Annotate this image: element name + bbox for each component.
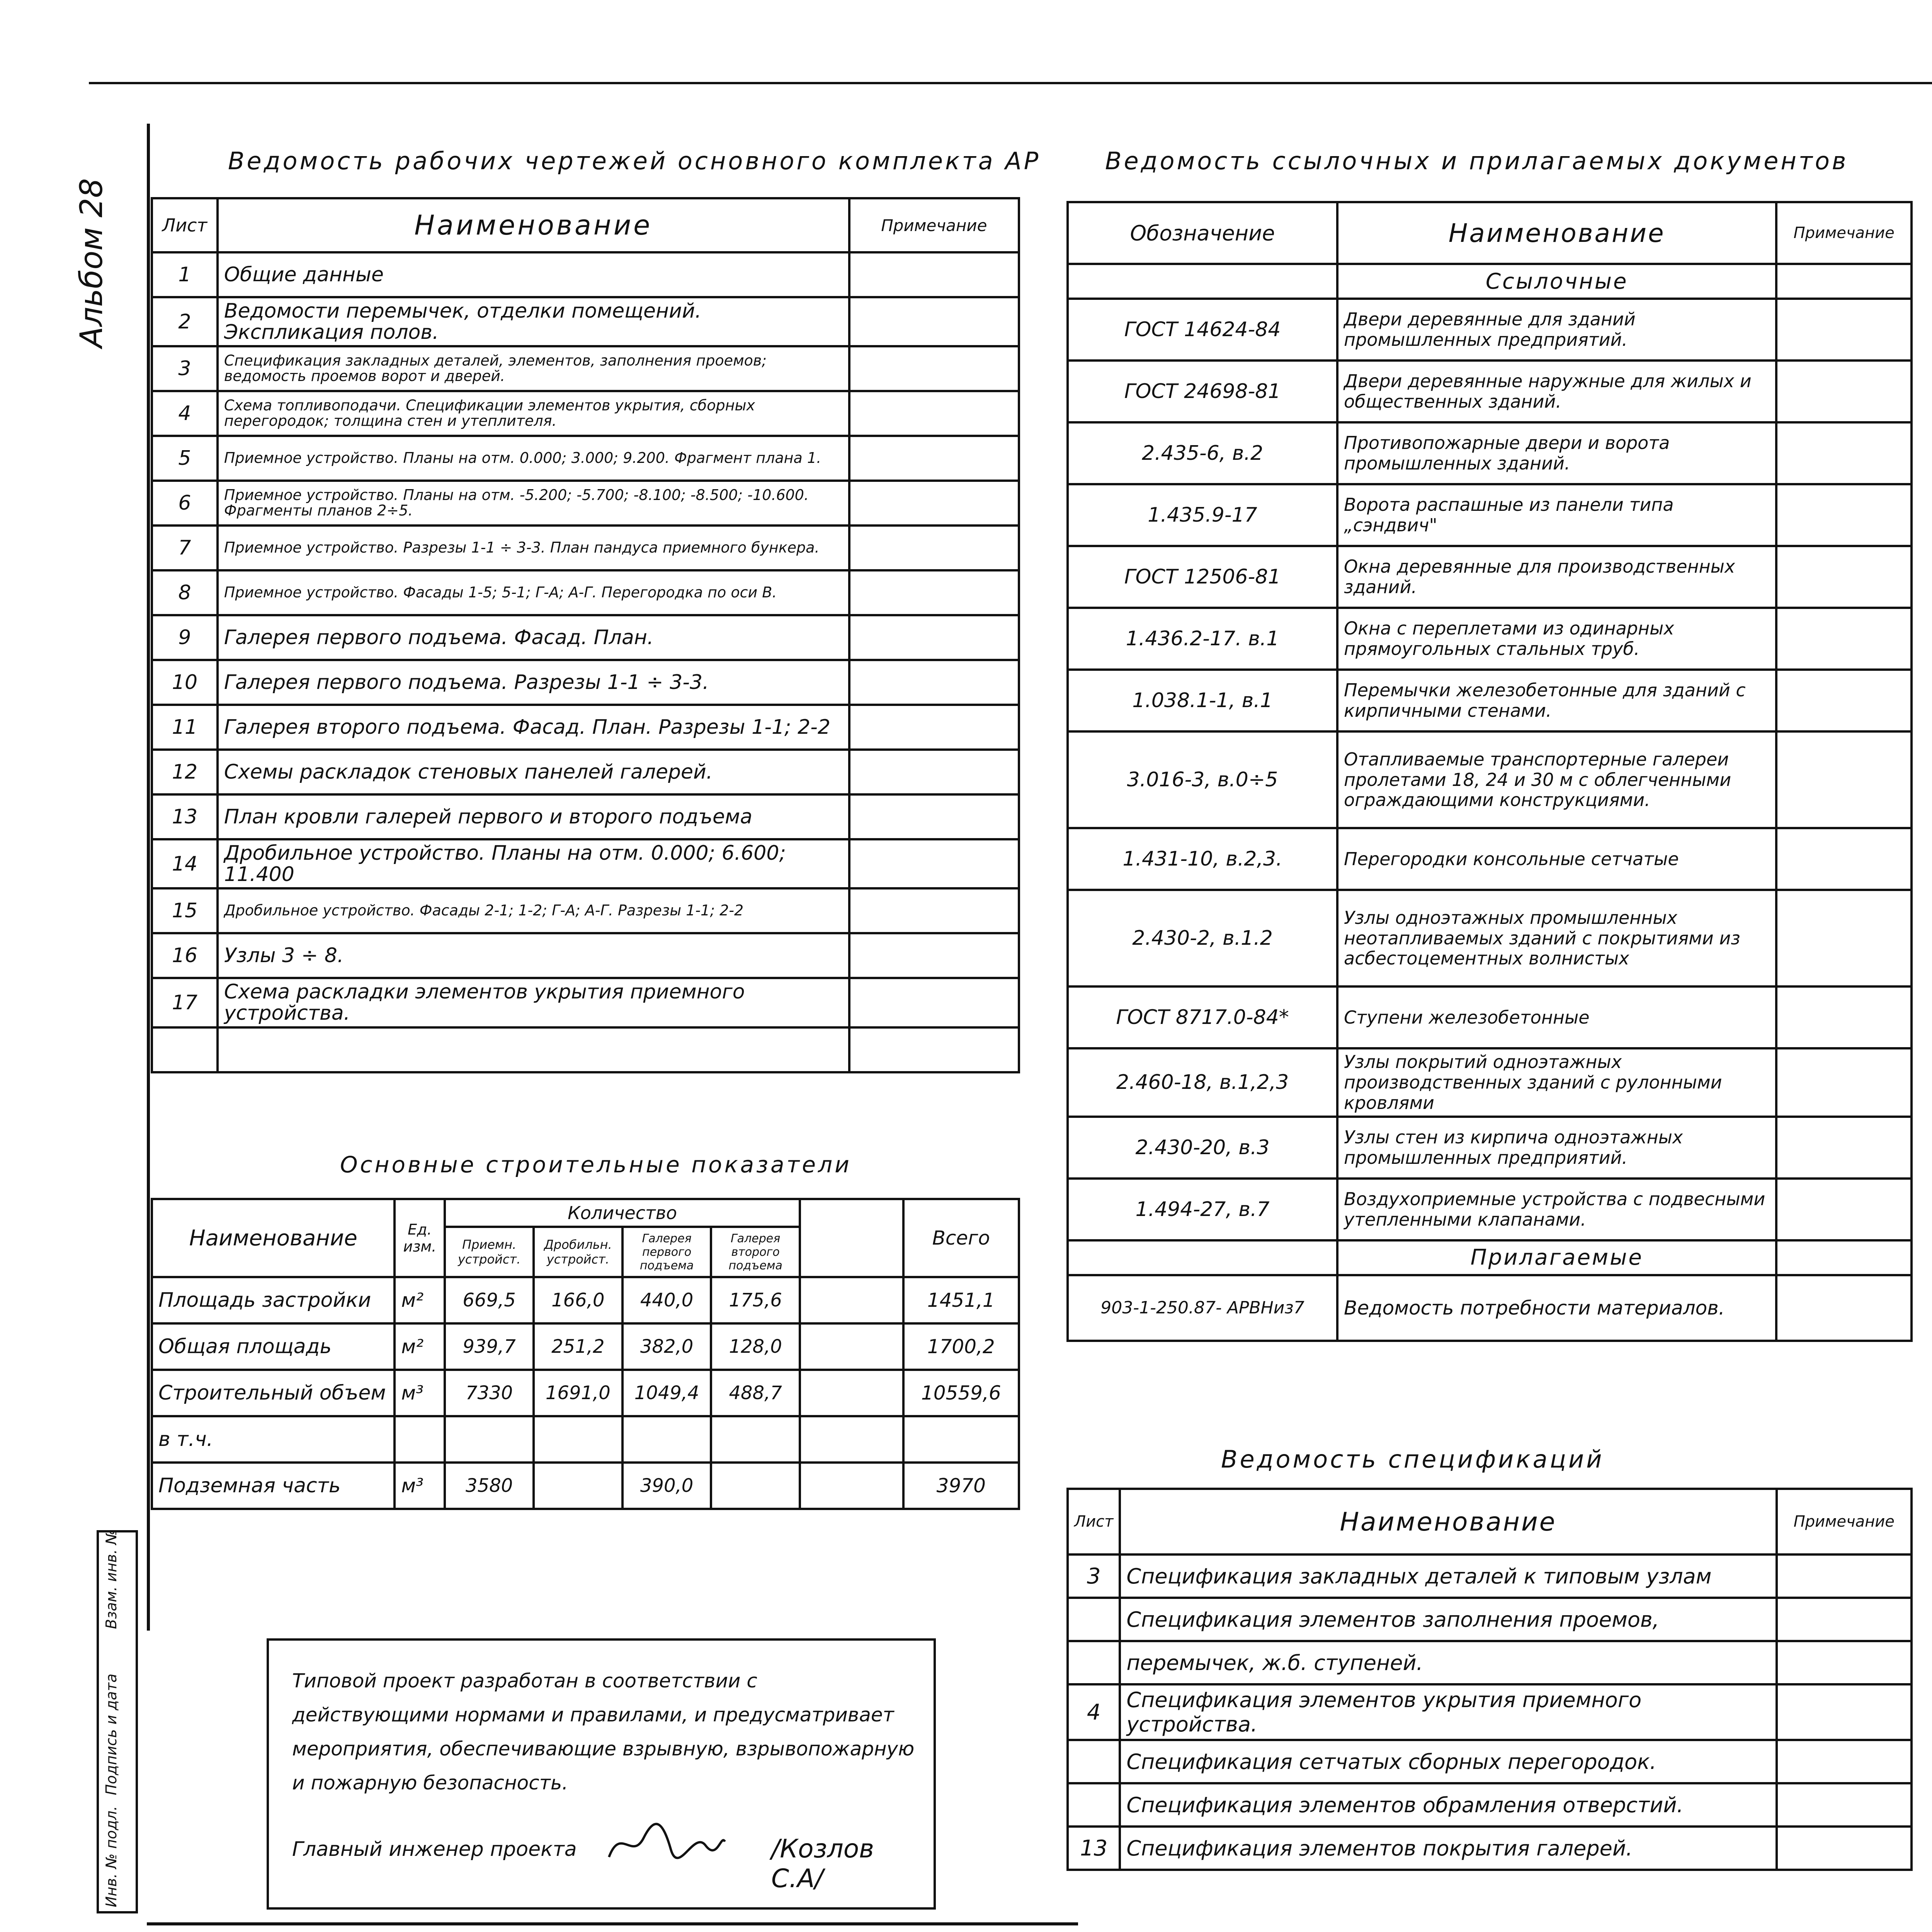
ref-name: Ворота распашные из панели типа „сэндвич": [1337, 484, 1776, 546]
row-name: Схема топливоподачи. Спецификации элементов укрытия, сборных перегородок; толщина стен и утеплителя.: [218, 391, 849, 436]
ref-note: [1776, 484, 1912, 546]
table-row: [152, 297, 1019, 346]
table-row: [1068, 890, 1912, 986]
table-row: [152, 705, 1019, 750]
ind-spacer: [800, 1463, 903, 1509]
row-name: Спецификация закладных деталей, элементов, заполнения проемов; ведомость проемов ворот и дверей.: [218, 346, 849, 391]
frame-bottom: [147, 1922, 1078, 1925]
ref-code: 2.435-6, в.2: [1068, 422, 1337, 484]
spec-name: Спецификация сетчатых сборных перегородок.: [1120, 1740, 1776, 1783]
album-label: Альбом 28: [73, 178, 109, 348]
table-row: [152, 481, 1019, 526]
ind-c4: 488,7: [711, 1370, 799, 1416]
row-name: Схема раскладки элементов укрытия приемного устройства.: [218, 978, 849, 1027]
spec-note: [1777, 1740, 1912, 1783]
table-row: [152, 346, 1019, 391]
row-sheet: 7: [152, 526, 218, 570]
table-row: [1068, 1275, 1912, 1341]
sec-empty: [1068, 1240, 1337, 1275]
table-row: [152, 1277, 1019, 1323]
ref-code: 2.430-2, в.1.2: [1068, 890, 1337, 986]
ind-name: в т.ч.: [152, 1416, 395, 1463]
ind-col-unit: Ед. изм.: [395, 1199, 445, 1277]
spec-note: [1777, 1783, 1912, 1827]
table-row: [152, 615, 1019, 660]
ind-total: 3970: [903, 1463, 1019, 1509]
table-row: [152, 750, 1019, 794]
ind-col-name: Наименование: [152, 1199, 395, 1277]
ref-code: 1.494-27, в.7: [1068, 1179, 1337, 1240]
table-row: [152, 391, 1019, 436]
table-row: [152, 888, 1019, 933]
spec-col-note: Примечание: [1777, 1489, 1912, 1554]
row-name: Приемное устройство. Планы на отм. 0.000; 3.000; 9.200. Фрагмент плана 1.: [218, 436, 849, 481]
ref-docs-title: Ведомость ссылочных и прилагаемых документов: [1105, 147, 1849, 175]
ind-col-spacer: [800, 1199, 903, 1277]
spec-sheet: 13: [1068, 1827, 1120, 1870]
ref-note: [1776, 828, 1912, 890]
row-note: [849, 436, 1019, 481]
ref-code: ГОСТ 14624-84: [1068, 299, 1337, 361]
ref-note: [1776, 1117, 1912, 1179]
spec-name: перемычек, ж.б. ступеней.: [1120, 1641, 1776, 1684]
ind-name: Площадь застройки: [152, 1277, 395, 1323]
ind-c2: 251,2: [534, 1323, 622, 1370]
table-row: [1068, 361, 1912, 422]
ref-code: 2.460-18, в.1,2,3: [1068, 1048, 1337, 1117]
work-col-note: Примечание: [849, 198, 1019, 252]
table-row: [1068, 986, 1912, 1048]
row-sheet: 2: [152, 297, 218, 346]
spec-name: Спецификация элементов укрытия приемного устройства.: [1120, 1684, 1776, 1740]
ref-note: [1776, 422, 1912, 484]
ind-c3: 390,0: [622, 1463, 711, 1509]
spec-note: [1777, 1684, 1912, 1740]
spec-sheet: [1068, 1740, 1120, 1783]
ind-unit: м²: [395, 1277, 445, 1323]
spec-col-sheet: Лист: [1068, 1489, 1120, 1554]
ind-name: Подземная часть: [152, 1463, 395, 1509]
ref-note: [1776, 361, 1912, 422]
table-row: [1068, 546, 1912, 608]
ref-code: 1.431-10, в.2,3.: [1068, 828, 1337, 890]
table-row: [1068, 608, 1912, 670]
table-row: [152, 933, 1019, 978]
row-sheet: 17: [152, 978, 218, 1027]
section-row-att: [1068, 1240, 1912, 1275]
row-sheet: 9: [152, 615, 218, 660]
ind-unit: [395, 1416, 445, 1463]
ind-c4: 175,6: [711, 1277, 799, 1323]
ref-name: Узлы покрытий одноэтажных производственных зданий с рулонными кровлями: [1337, 1048, 1776, 1117]
engineer-label: Главный инженер проекта: [292, 1838, 577, 1861]
spec-sheet: 4: [1068, 1684, 1120, 1740]
row-name: Дробильное устройство. Планы на отм. 0.000; 6.600; 11.400: [218, 839, 849, 888]
spec-name: Спецификация элементов покрытия галерей.: [1120, 1827, 1776, 1870]
ref-note: [1776, 1179, 1912, 1240]
spec-name: Спецификация элементов заполнения проемов,: [1120, 1598, 1776, 1641]
row-sheet: 13: [152, 794, 218, 839]
table-row: [1068, 1554, 1912, 1598]
row-sheet: 4: [152, 391, 218, 436]
ind-col-c3: Галерея первого подъема: [622, 1227, 711, 1277]
ind-spacer: [800, 1416, 903, 1463]
table-row: [152, 978, 1019, 1027]
table-row: [1068, 299, 1912, 361]
ind-c4: 128,0: [711, 1323, 799, 1370]
ref-note: [1776, 1048, 1912, 1117]
ind-c3: 382,0: [622, 1323, 711, 1370]
ind-col-total: Всего: [903, 1199, 1019, 1277]
row-note: [849, 794, 1019, 839]
table-row: [1068, 1117, 1912, 1179]
ind-spacer: [800, 1277, 903, 1323]
ref-note: [1776, 731, 1912, 828]
row-sheet: [152, 1027, 218, 1072]
table-row: [1068, 1684, 1912, 1740]
ref-code: 2.430-20, в.3: [1068, 1117, 1337, 1179]
ind-unit: м³: [395, 1370, 445, 1416]
row-sheet: 1: [152, 252, 218, 297]
spec-note: [1777, 1827, 1912, 1870]
sec-empty: [1068, 264, 1337, 299]
ref-note: [1776, 986, 1912, 1048]
engineer-text: Типовой проект разработан в соответствии с действующими нормами и правилами, и предусматривает мероприятия, обеспечивающие взрывную, взрывопожарную и пожарную безопасность.: [292, 1670, 915, 1794]
section-label: Ссылочные: [1337, 264, 1776, 299]
ind-c3: [622, 1416, 711, 1463]
ind-c4: [711, 1463, 799, 1509]
table-row: [152, 1027, 1019, 1072]
row-name: Приемное устройство. Разрезы 1-1 ÷ 3-3. План пандуса приемного бункера.: [218, 526, 849, 570]
table-row: [152, 252, 1019, 297]
table-row: [152, 526, 1019, 570]
spec-table: [1066, 1488, 1913, 1871]
row-note: [849, 978, 1019, 1027]
spec-sheet: [1068, 1598, 1120, 1641]
table-row: [1068, 422, 1912, 484]
table-row: [152, 660, 1019, 705]
spec-name: Спецификация закладных деталей к типовым узлам: [1120, 1554, 1776, 1598]
spec-sheet: 3: [1068, 1554, 1120, 1598]
row-sheet: 11: [152, 705, 218, 750]
work-drawings-title: Ведомость рабочих чертежей основного комплекта АР: [228, 147, 1041, 175]
table-row: [1068, 1783, 1912, 1827]
side-stamp-sign: Подпись и дата: [103, 1673, 120, 1795]
ind-c3: 440,0: [622, 1277, 711, 1323]
row-note: [849, 570, 1019, 615]
engineer-name: /Козлов С.А/: [771, 1834, 874, 1893]
spec-col-name: Наименование: [1120, 1489, 1776, 1554]
row-note: [849, 252, 1019, 297]
engineer-box: [267, 1638, 936, 1910]
table-row: [152, 436, 1019, 481]
ref-code: 1.435.9-17: [1068, 484, 1337, 546]
ind-unit: м³: [395, 1463, 445, 1509]
spec-note: [1777, 1641, 1912, 1684]
ind-spacer: [800, 1370, 903, 1416]
work-col-name: Наименование: [218, 198, 849, 252]
side-stamp: [97, 1530, 138, 1913]
ref-note: [1776, 890, 1912, 986]
row-name: Приемное устройство. Планы на отм. -5.200; -5.700; -8.100; -8.500; -10.600. Фрагменты планов 2÷5.: [218, 481, 849, 526]
ind-c2: 166,0: [534, 1277, 622, 1323]
work-col-sheet: Лист: [152, 198, 218, 252]
ind-total: 10559,6: [903, 1370, 1019, 1416]
row-sheet: 10: [152, 660, 218, 705]
side-stamp-inv: Инв. № подл.: [103, 1806, 120, 1907]
row-sheet: 5: [152, 436, 218, 481]
row-sheet: 6: [152, 481, 218, 526]
table-row: [1068, 484, 1912, 546]
spec-note: [1777, 1554, 1912, 1598]
spec-sheet: [1068, 1783, 1120, 1827]
ref-name: Ведомость потребности материалов.: [1337, 1275, 1776, 1341]
table-row: [1068, 1740, 1912, 1783]
top-rule: [89, 82, 1932, 84]
row-name: Узлы 3 ÷ 8.: [218, 933, 849, 978]
row-sheet: 12: [152, 750, 218, 794]
engineer-signature: [605, 1818, 729, 1869]
row-name: Схемы раскладок стеновых панелей галерей.: [218, 750, 849, 794]
row-sheet: 8: [152, 570, 218, 615]
ref-name: Противопожарные двери и ворота промышленных зданий.: [1337, 422, 1776, 484]
ref-name: Окна деревянные для производственных зданий.: [1337, 546, 1776, 608]
table-row: [152, 794, 1019, 839]
frame-left: [147, 124, 150, 1631]
table-row: [152, 570, 1019, 615]
row-name: Приемное устройство. Фасады 1-5; 5-1; Г-А; А-Г. Перегородка по оси В.: [218, 570, 849, 615]
row-note: [849, 888, 1019, 933]
ind-c4: [711, 1416, 799, 1463]
row-note: [849, 750, 1019, 794]
ind-unit: м²: [395, 1323, 445, 1370]
spec-name: Спецификация элементов обрамления отверстий.: [1120, 1783, 1776, 1827]
ind-col-qty: Количество: [445, 1199, 800, 1227]
table-row: [152, 1323, 1019, 1370]
row-note: [849, 391, 1019, 436]
ref-name: Узлы одноэтажных промышленных неотапливаемых зданий с покрытиями из асбестоцементных волнистых: [1337, 890, 1776, 986]
ref-name: Окна с переплетами из одинарных прямоугольных стальных труб.: [1337, 608, 1776, 670]
ind-c1: 7330: [445, 1370, 534, 1416]
ref-docs-table: [1066, 201, 1913, 1342]
section-row-ref: [1068, 264, 1912, 299]
row-name: План кровли галерей первого и второго подъема: [218, 794, 849, 839]
ref-name: Двери деревянные для зданий промышленных предприятий.: [1337, 299, 1776, 361]
ind-col-c2: Дробильн. устройст.: [534, 1227, 622, 1277]
ref-col-name: Наименование: [1337, 202, 1776, 264]
table-row: [1068, 670, 1912, 731]
row-sheet: 14: [152, 839, 218, 888]
row-note: [849, 660, 1019, 705]
row-name: Галерея первого подъема. Разрезы 1-1 ÷ 3-3.: [218, 660, 849, 705]
ref-name: Воздухоприемные устройства с подвесными утепленными клапанами.: [1337, 1179, 1776, 1240]
ref-note: [1776, 670, 1912, 731]
ind-name: Строительный объем: [152, 1370, 395, 1416]
row-note: [849, 933, 1019, 978]
row-name: Дробильное устройство. Фасады 2-1; 1-2; Г-А; А-Г. Разрезы 1-1; 2-2: [218, 888, 849, 933]
ind-c1: [445, 1416, 534, 1463]
ind-c1: 3580: [445, 1463, 534, 1509]
table-row: [1068, 1179, 1912, 1240]
ind-c1: 669,5: [445, 1277, 534, 1323]
table-row: [152, 1463, 1019, 1509]
ref-name: Отапливаемые транспортерные галереи пролетами 18, 24 и 30 м с облегченными ограждающими конструкциями.: [1337, 731, 1776, 828]
spec-sheet: [1068, 1641, 1120, 1684]
ref-name: Перемычки железобетонные для зданий с кирпичными стенами.: [1337, 670, 1776, 731]
row-name: Галерея второго подъема. Фасад. План. Разрезы 1-1; 2-2: [218, 705, 849, 750]
table-row: [152, 1416, 1019, 1463]
row-name: Общие данные: [218, 252, 849, 297]
ind-name: Общая площадь: [152, 1323, 395, 1370]
ref-name: Перегородки консольные сетчатые: [1337, 828, 1776, 890]
row-note: [849, 526, 1019, 570]
ref-code: ГОСТ 12506-81: [1068, 546, 1337, 608]
row-note: [849, 346, 1019, 391]
indicators-title: Основные строительные показатели: [340, 1151, 852, 1178]
row-name: Ведомости перемычек, отделки помещений. Экспликация полов.: [218, 297, 849, 346]
row-note: [849, 705, 1019, 750]
spec-note: [1777, 1598, 1912, 1641]
ind-c2: [534, 1463, 622, 1509]
row-name: Галерея первого подъема. Фасад. План.: [218, 615, 849, 660]
ref-note: [1776, 546, 1912, 608]
spec-title: Ведомость спецификаций: [1221, 1445, 1604, 1473]
ref-code: ГОСТ 8717.0-84*: [1068, 986, 1337, 1048]
sec-empty: [1776, 1240, 1912, 1275]
table-row: [1068, 1598, 1912, 1641]
table-row: [1068, 1827, 1912, 1870]
row-note: [849, 839, 1019, 888]
ind-total: 1451,1: [903, 1277, 1019, 1323]
ref-col-code: Обозначение: [1068, 202, 1337, 264]
ind-c2: 1691,0: [534, 1370, 622, 1416]
ind-spacer: [800, 1323, 903, 1370]
ind-c2: [534, 1416, 622, 1463]
ref-code: 1.038.1-1, в.1: [1068, 670, 1337, 731]
ref-code: 903-1-250.87- АРВНиз7: [1068, 1275, 1337, 1341]
table-row: [1068, 731, 1912, 828]
row-note: [849, 481, 1019, 526]
section-label: Прилагаемые: [1337, 1240, 1776, 1275]
ref-name: Двери деревянные наружные для жилых и общественных зданий.: [1337, 361, 1776, 422]
table-row: [152, 1370, 1019, 1416]
ref-name: Узлы стен из кирпича одноэтажных промышленных предприятий.: [1337, 1117, 1776, 1179]
ref-code: ГОСТ 24698-81: [1068, 361, 1337, 422]
ref-note: [1776, 608, 1912, 670]
row-name: [218, 1027, 849, 1072]
table-row: [1068, 828, 1912, 890]
ref-col-note: Примечание: [1776, 202, 1912, 264]
ref-code: 1.436.2-17. в.1: [1068, 608, 1337, 670]
ref-note: [1776, 1275, 1912, 1341]
row-sheet: 15: [152, 888, 218, 933]
side-stamp-replace: Взам. инв. №: [103, 1529, 120, 1629]
table-row: [1068, 1048, 1912, 1117]
ind-col-c4: Галерея второго подъема: [711, 1227, 799, 1277]
ref-name: Ступени железобетонные: [1337, 986, 1776, 1048]
ref-code: 3.016-3, в.0÷5: [1068, 731, 1337, 828]
sec-empty: [1776, 264, 1912, 299]
row-note: [849, 297, 1019, 346]
table-row: [1068, 1641, 1912, 1684]
ind-c1: 939,7: [445, 1323, 534, 1370]
row-note: [849, 1027, 1019, 1072]
ind-c3: 1049,4: [622, 1370, 711, 1416]
ref-note: [1776, 299, 1912, 361]
ind-col-c1: Приемн. устройст.: [445, 1227, 534, 1277]
row-sheet: 3: [152, 346, 218, 391]
ind-total: [903, 1416, 1019, 1463]
ind-total: 1700,2: [903, 1323, 1019, 1370]
row-sheet: 16: [152, 933, 218, 978]
row-note: [849, 615, 1019, 660]
indicators-table: [151, 1198, 1020, 1510]
work-drawings-table: [151, 197, 1020, 1073]
table-row: [152, 839, 1019, 888]
